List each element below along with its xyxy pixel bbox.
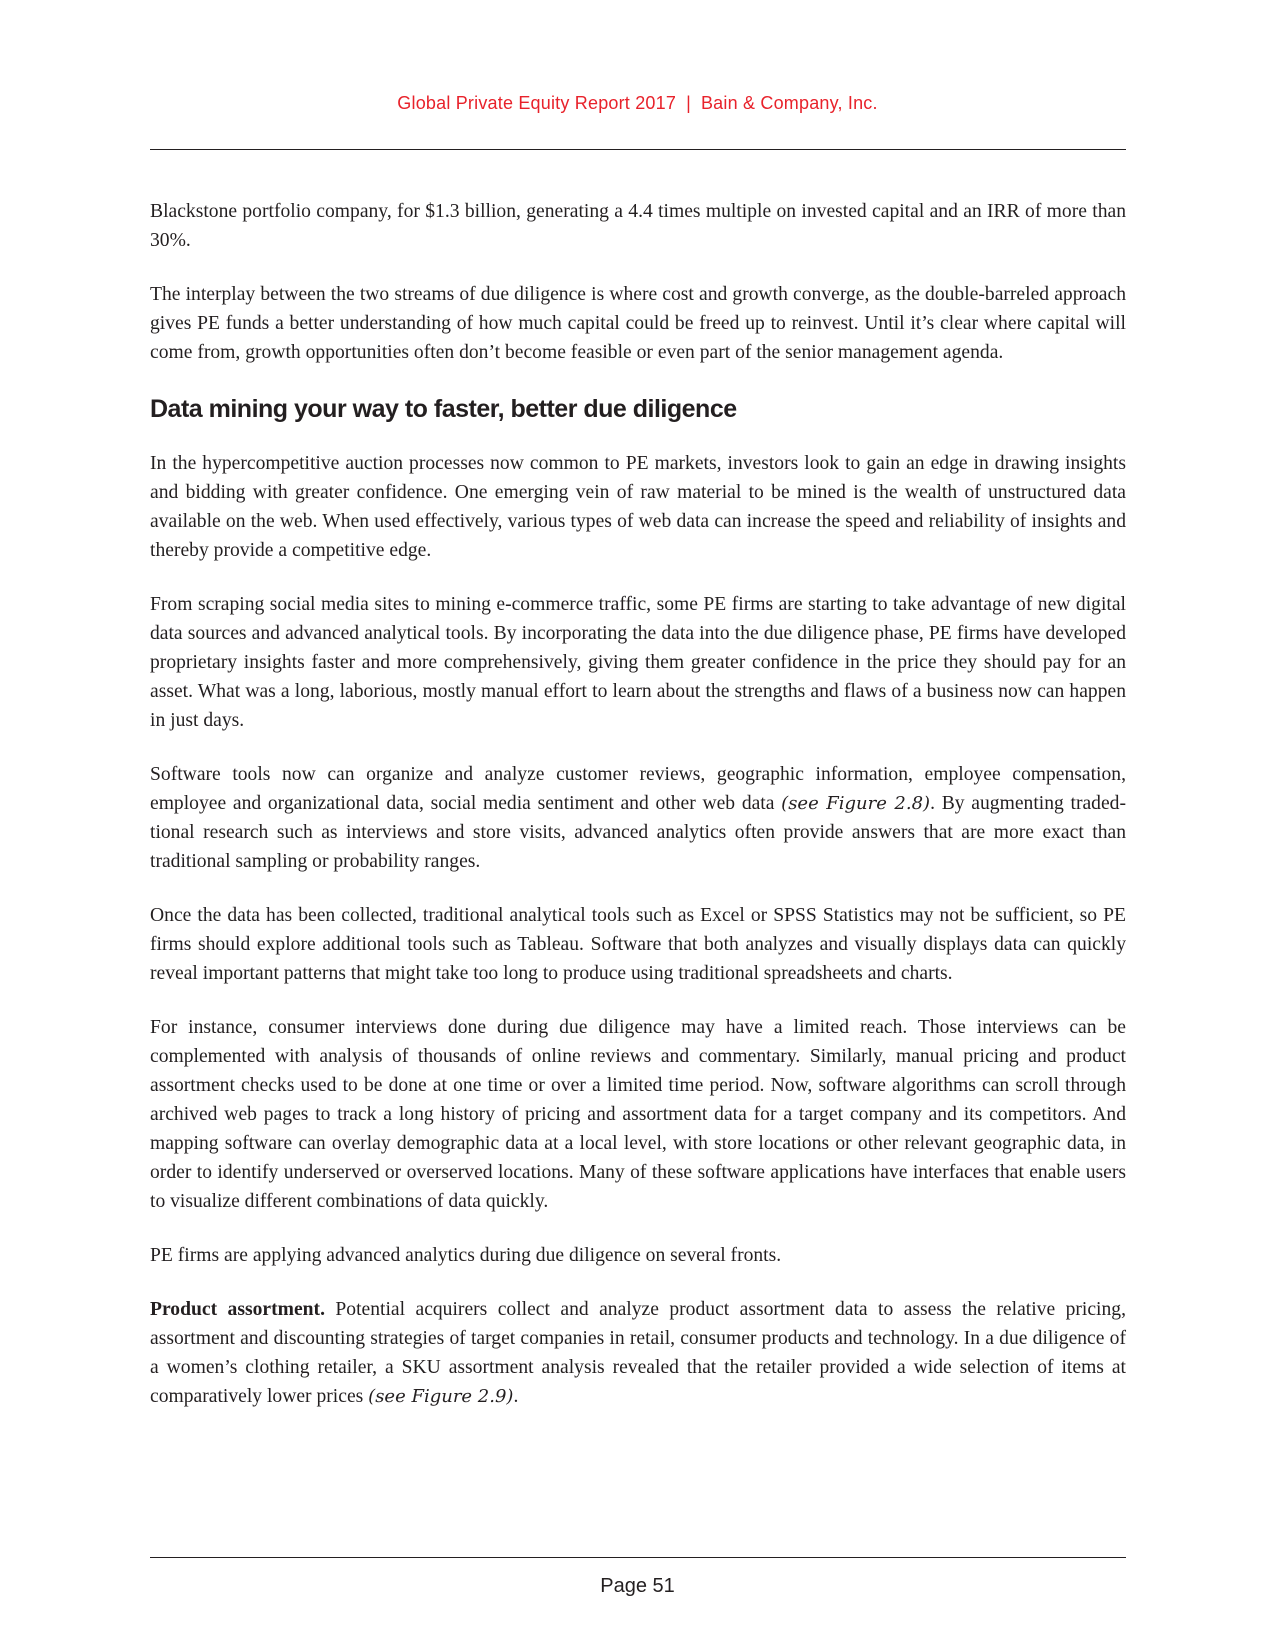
body-text xyxy=(150,197,1126,1436)
section-heading: Data mining your way to faster, better due diligence xyxy=(150,395,737,423)
paragraph-data-collected: Once the data has been collected, traditional analytical tools such as Excel or SPSS Statistics may not be sufficient, so PE firms should explore additional tools such as Tableau. Software that both analyzes and visually displays data can quickly reveal important patterns that might take too long to produce using traditional spreadsheets and charts. xyxy=(150,905,1126,984)
text-run: . By augmenting tradedtional research such as interviews and store visits, advanced analytics often provide answers that are more exact than traditional sampling or probability ranges. xyxy=(150,793,1126,872)
paragraph-product-assortment xyxy=(150,1295,1126,1411)
text-run: . xyxy=(513,1386,519,1407)
paragraph-hypercompetitive: In the hypercompetitive auction processes now common to PE markets, investors look to gain an edge in drawing insights and bidding with greater confidence. One emerging vein of raw material to be mined is the wealth of unstructured data available on the web. When used effectively, various types of web data can increase the speed and reliability of insights and thereby provide a competitive edge. xyxy=(150,453,1126,561)
paragraph-blackstone: Blackstone portfolio company, for $1.3 billion, generating a 4.4 times multiple on invested capital and an IRR of more than 30%. xyxy=(150,201,1126,251)
figure-reference-2-8: (see Figure 2.8) xyxy=(781,793,931,814)
run-in-heading: Product assortment. xyxy=(150,1299,325,1320)
header-rule xyxy=(150,149,1126,150)
page-number: Page 51 xyxy=(600,1575,675,1597)
paragraph-software-tools xyxy=(150,760,1126,876)
header-separator: | xyxy=(686,93,691,113)
running-header xyxy=(0,93,1275,114)
report-title: Global Private Equity Report 2017 xyxy=(397,93,677,113)
figure-reference-2-9: (see Figure 2.9) xyxy=(368,1386,514,1407)
paragraph-several-fronts: PE firms are applying advanced analytics during due diligence on several fronts. xyxy=(150,1245,782,1266)
footer-rule xyxy=(150,1557,1126,1558)
company-name: Bain & Company, Inc. xyxy=(700,93,878,113)
paragraph-interplay: The interplay between the two streams of due diligence is where cost and growth converge, as the double-barreled approach gives PE funds a better understanding of how much capital could be freed up to reinvest. Until it’s clear where capital will come from, growth opportunities often don’t become feasible or even part of the senior management agenda. xyxy=(150,284,1126,363)
paragraph-for-instance: For instance, consumer interviews done during due diligence may have a limited reach. Those interviews can be complemented with analysis of thousands of online reviews and commentary. Similarly, manual pricing and product assortment checks used to be done at one time or over a limited time period. Now, software algorithms can scroll through archived web pages to track a long history of pricing and assortment data for a target company and its competitors. And mapping software can overlay demographic data at a local level, with store locations or other relevant geographic data, in order to identify underserved or overserved locations. Many of these software applications have interfaces that enable users to visualize different combinations of data quickly. xyxy=(150,1017,1126,1212)
text-run: Potential acquirers collect and analyze product assortment data to assess the relative pricing, assortment and discounting strategies of target companies in retail, consumer products and technology. In a due diligence of a women’s clothing retailer, a SKU assortment analysis revealed that the retailer provided a wide selection of items at comparatively lower prices xyxy=(150,1299,1126,1407)
paragraph-scraping: From scraping social media sites to mining e-commerce traffic, some PE firms are starting to take advantage of new digital data sources and advanced analytical tools. By incorporating the data into the due diligence phase, PE firms have developed proprietary insights faster and more comprehensively, giving them greater confidence in the price they should pay for an asset. What was a long, laborious, mostly manual effort to learn about the strengths and flaws of a business now can happen in just days. xyxy=(150,594,1126,731)
text-run: Software tools now can organize and analyze customer reviews, geographic information, employee compensation, employee and organizational data, social media sentiment and other web data xyxy=(150,764,1126,814)
